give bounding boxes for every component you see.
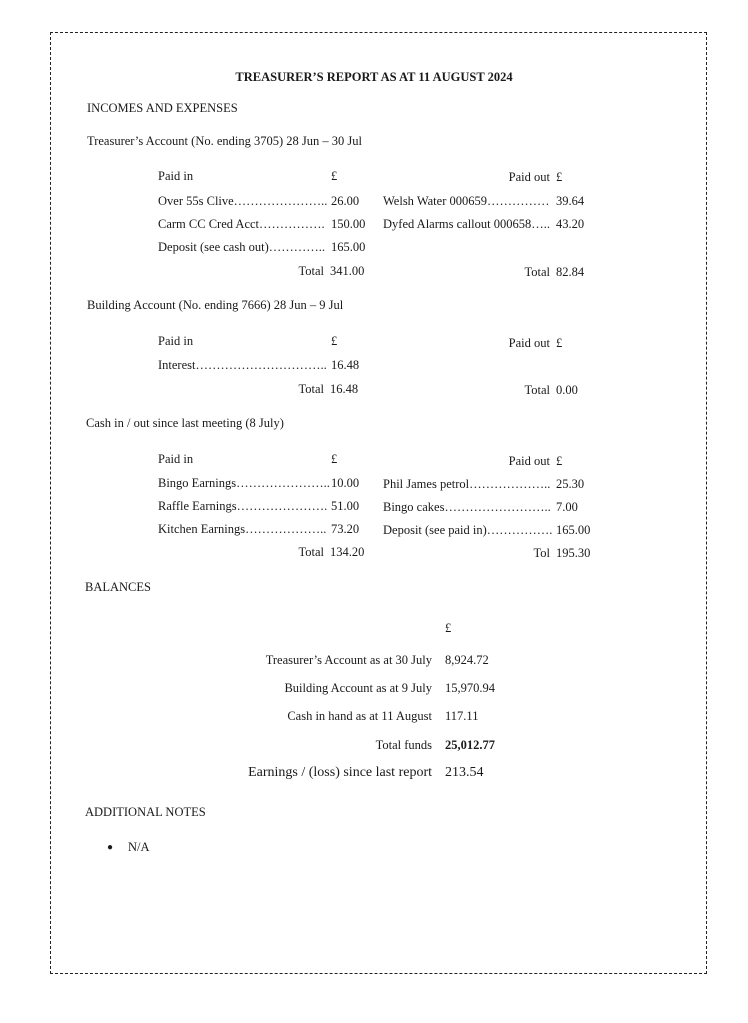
treasurer-in-total: 341.00 [330, 264, 365, 278]
earnings-label: Earnings / (loss) since last report [248, 765, 432, 780]
cash-in-total: 134.20 [330, 545, 365, 559]
treasurer-account-heading: Treasurer’s Account (No. ending 3705) 28 Jun – 30 Jul [87, 134, 362, 148]
cash-paid-out-amount: 7.00 [556, 500, 578, 514]
bullet-icon: ● [107, 842, 114, 853]
building-account-heading: Building Account (No. ending 7666) 28 Jun – 9 Jul [87, 298, 344, 312]
cash-paid-in-amount: 73.20 [331, 522, 360, 536]
treasurer-paid-out-amount: 43.20 [556, 217, 585, 231]
balance-label: Cash in hand as at 11 August [287, 709, 432, 723]
dashed-page-border [50, 32, 707, 974]
total-funds-amount: 25,012.77 [445, 738, 495, 752]
building-paid-in-item: Interest………………………….. [158, 358, 327, 372]
cash-paid-in-amount: 10.00 [331, 476, 360, 490]
balance-amount: 15,970.94 [445, 681, 495, 695]
cash-paid-in-item: Bingo Earnings………………….. [158, 476, 330, 490]
treasurer-paid-in-amount: 26.00 [331, 194, 360, 208]
treasurer-paid-out-label: Paid out [508, 170, 550, 184]
treasurer-paid-in-currency: £ [331, 169, 338, 183]
cash-paid-out-currency: £ [556, 454, 563, 468]
balance-amount: 117.11 [445, 709, 479, 723]
balances-currency: £ [445, 621, 452, 635]
treasurer-paid-out-amount: 39.64 [556, 194, 585, 208]
treasurer-paid-in-amount: 150.00 [331, 217, 366, 231]
treasurer-paid-out-item: Welsh Water 000659…………… [383, 194, 550, 208]
building-paid-in-currency: £ [331, 334, 338, 348]
treasurer-paid-out-currency: £ [556, 170, 563, 184]
cash-paid-in-item: Raffle Earnings…………………. [158, 499, 328, 513]
cash-paid-out-item: Phil James petrol……………….. [383, 477, 551, 491]
cash-out-total-label: Tol [533, 546, 550, 560]
cash-paid-in-amount: 51.00 [331, 499, 360, 513]
treasurer-paid-in-label: Paid in [158, 169, 194, 183]
balance-amount: 8,924.72 [445, 653, 489, 667]
cash-paid-in-item: Kitchen Earnings……………….. [158, 522, 327, 536]
cash-heading: Cash in / out since last meeting (8 July) [86, 416, 284, 430]
incomes-heading: INCOMES AND EXPENSES [87, 101, 238, 115]
building-in-total-label: Total [298, 382, 324, 396]
treasurer-paid-in-amount: 165.00 [331, 240, 366, 254]
cash-paid-out-amount: 165.00 [556, 523, 591, 537]
cash-paid-in-label: Paid in [158, 452, 194, 466]
building-out-total-label: Total [524, 383, 550, 397]
balance-label: Building Account as at 9 July [284, 681, 432, 695]
treasurer-out-total: 82.84 [556, 265, 585, 279]
cash-paid-out-label: Paid out [508, 454, 550, 468]
building-paid-out-label: Paid out [508, 336, 550, 350]
treasurer-out-total-label: Total [524, 265, 550, 279]
cash-paid-out-item: Deposit (see paid in)……………. [383, 523, 553, 537]
cash-in-total-label: Total [298, 545, 324, 559]
building-paid-in-label: Paid in [158, 334, 194, 348]
note-item: N/A [128, 840, 150, 854]
treasurer-paid-in-item: Deposit (see cash out)………….. [158, 240, 325, 254]
balance-label: Treasurer’s Account as at 30 July [265, 653, 432, 667]
building-paid-in-amount: 16.48 [331, 358, 360, 372]
building-in-total: 16.48 [330, 382, 359, 396]
additional-notes-heading: ADDITIONAL NOTES [85, 805, 206, 819]
balances-heading: BALANCES [85, 580, 151, 594]
report-title: TREASURER’S REPORT AS AT 11 AUGUST 2024 [235, 70, 513, 84]
treasurer-paid-out-item: Dyfed Alarms callout 000658….. [383, 217, 550, 231]
cash-paid-in-currency: £ [331, 452, 338, 466]
total-funds-label: Total funds [375, 738, 432, 752]
building-paid-out-currency: £ [556, 336, 563, 350]
treasurer-in-total-label: Total [298, 264, 324, 278]
cash-out-total: 195.30 [556, 546, 591, 560]
earnings-amount: 213.54 [445, 765, 484, 780]
treasurer-paid-in-item: Over 55s Clive………………….. [158, 194, 328, 208]
treasurer-paid-in-item: Carm CC Cred Acct……………. [158, 217, 325, 231]
cash-paid-out-item: Bingo cakes…………………….. [383, 500, 551, 514]
cash-paid-out-amount: 25.30 [556, 477, 585, 491]
building-out-total: 0.00 [556, 383, 578, 397]
